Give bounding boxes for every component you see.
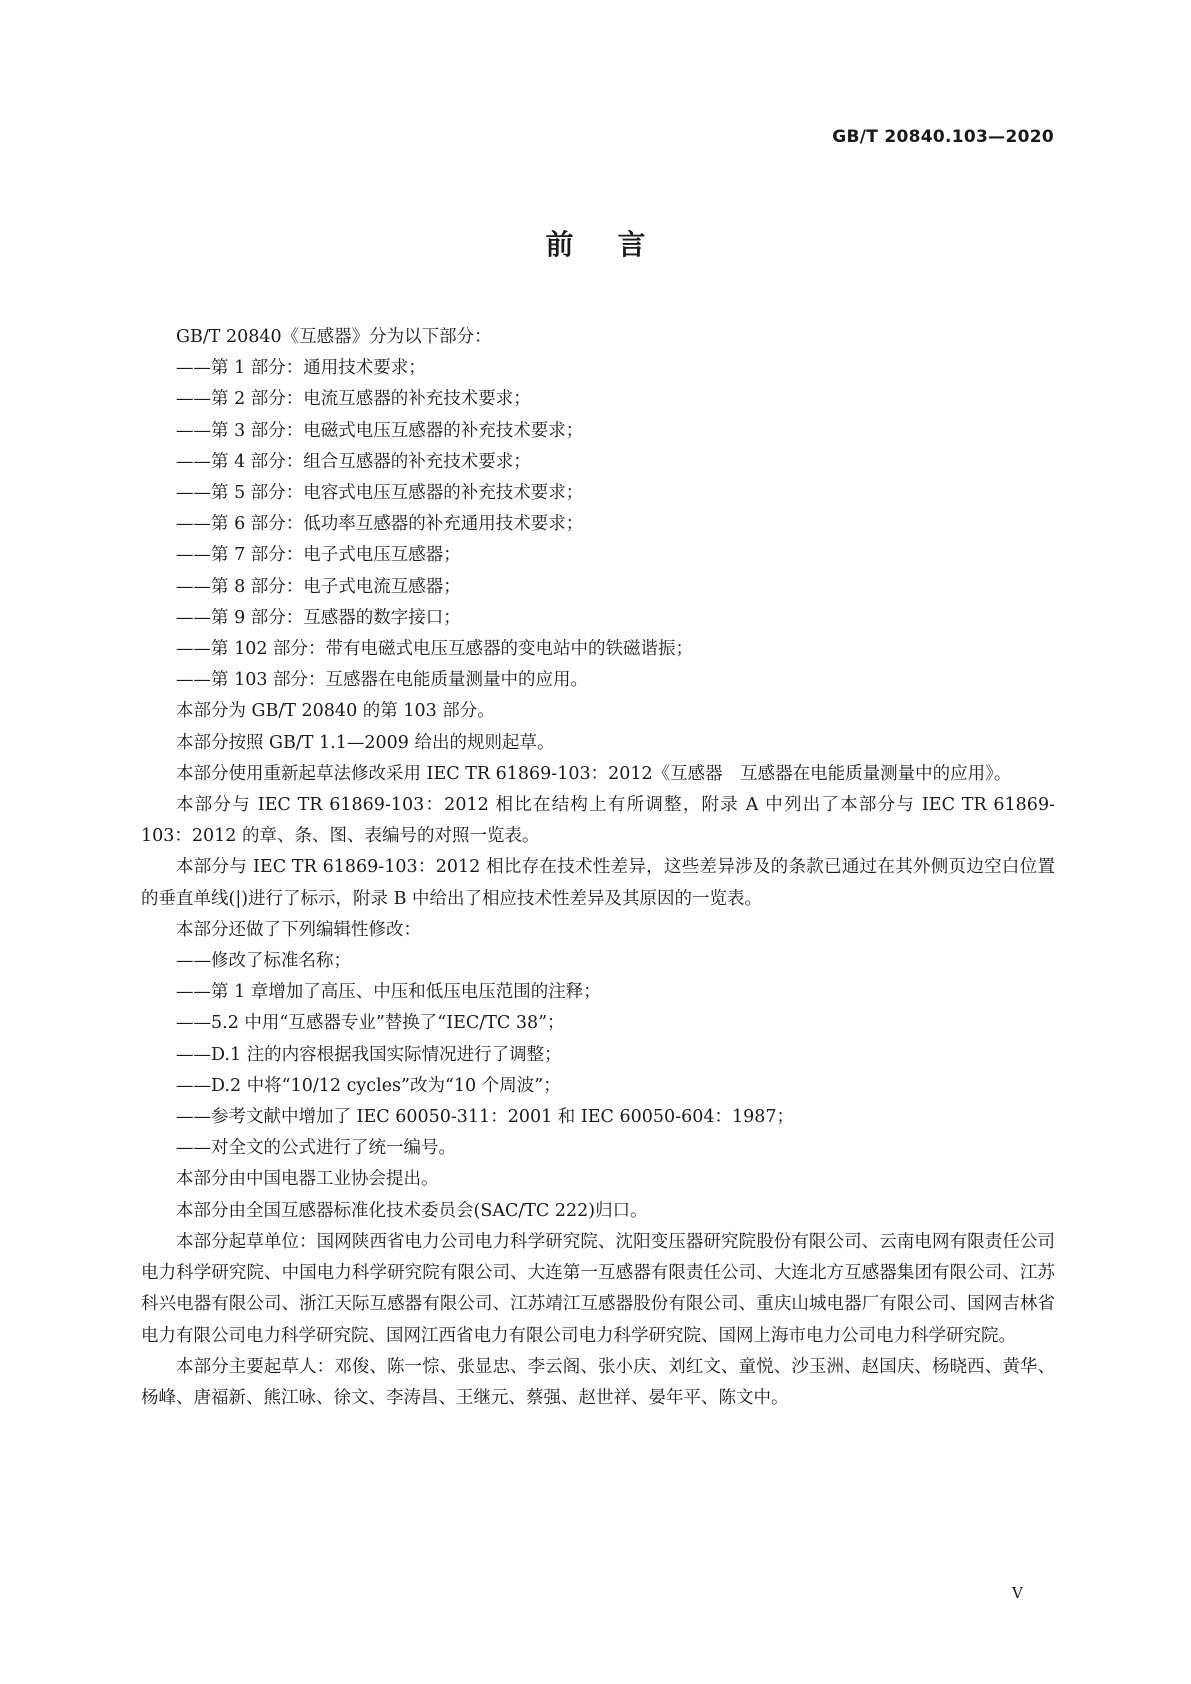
- list-item: ——第 103 部分：互感器在电能质量测量中的应用。: [176, 670, 589, 691]
- paragraph: 本部分由全国互感器标准化技术委员会(SAC/TC 222)归口。: [176, 1200, 648, 1221]
- paragraph: 本部分由中国电器工业协会提出。: [176, 1169, 439, 1190]
- paragraph: 本部分按照 GB/T 1.1—2009 给出的规则起草。: [176, 732, 555, 753]
- paragraph: 本部分主要起草人：邓俊、陈一悰、张显忠、李云阁、张小庆、刘红文、童悦、沙玉洲、赵国庆、杨晓西、黄华、杨峰、唐福新、熊江咏、徐文、李涛昌、王继元、蔡强、赵世祥、晏年平、陈文中。: [141, 1356, 1055, 1408]
- page-title: 前言: [545, 228, 690, 261]
- list-item: ——第 7 部分：电子式电压互感器；: [176, 545, 461, 566]
- list-item: ——5.2 中用“互感器专业”替换了“IEC/TC 38”；: [176, 1013, 565, 1034]
- paragraph: GB/T 20840《互感器》分为以下部分：: [176, 327, 492, 347]
- list-item: ——第 6 部分：低功率互感器的补充通用技术要求；: [176, 514, 584, 535]
- list-item: ——第 9 部分：互感器的数字接口；: [176, 607, 461, 628]
- foreword-body: [141, 322, 1055, 1414]
- list-item: ——第 102 部分：带有电磁式电压互感器的变电站中的铁磁谐振；: [176, 639, 694, 660]
- paragraph: 本部分使用重新起草法修改采用 IEC TR 61869-103：2012《互感器 互感器在电能质量测量中的应用》。: [176, 763, 1012, 784]
- list-item: ——第 1 部分：通用技术要求；: [176, 358, 426, 379]
- paragraph: 本部分与 IEC TR 61869-103：2012 相比在结构上有所调整，附录 A 中列出了本部分与 IEC TR 61869-103：2012 的章、条、图、表编号的对照一览表。: [141, 795, 1055, 847]
- standard-number-header: GB/T 20840.103—2020: [832, 127, 1054, 147]
- list-item: ——第 4 部分：组合互感器的补充技术要求；: [176, 451, 531, 472]
- list-item: ——第 5 部分：电容式电压互感器的补充技术要求；: [176, 483, 584, 504]
- list-item: ——第 2 部分：电流互感器的补充技术要求；: [176, 389, 531, 410]
- list-item: ——第 1 章增加了高压、中压和低压电压范围的注释；: [176, 982, 601, 1003]
- paragraph: 本部分与 IEC TR 61869-103：2012 相比存在技术性差异，这些差异涉及的条款已通过在其外侧页边空白位置的垂直单线(|)进行了标示，附录 B 中给出了相应技术性差异及其原因的一览表。: [141, 857, 1055, 909]
- list-item: ——第 3 部分：电磁式电压互感器的补充技术要求；: [176, 420, 584, 441]
- list-item: ——对全文的公式进行了统一编号。: [176, 1138, 456, 1159]
- paragraph: 本部分起草单位：国网陕西省电力公司电力科学研究院、沈阳变压器研究院股份有限公司、云南电网有限责任公司电力科学研究院、中国电力科学研究院有限公司、大连第一互感器有限责任公司、大连北方互感器集团有限公司、江苏科兴电器有限公司、浙江天际互感器有限公司、江苏靖江互感器股份有限公司、重庆山城电器厂有限公司、国网吉林省电力有限公司电力科学研究院、国网江西省电力有限公司电力科学研究院、国网上海市电力公司电力科学研究院。: [141, 1231, 1055, 1346]
- paragraph: 本部分还做了下列编辑性修改：: [176, 919, 421, 940]
- list-item: ——第 8 部分：电子式电流互感器；: [176, 576, 461, 597]
- paragraph: 本部分为 GB/T 20840 的第 103 部分。: [176, 701, 495, 722]
- list-item: ——参考文献中增加了 IEC 60050-311：2001 和 IEC 60050-604：1987；: [176, 1107, 795, 1128]
- list-item: ——D.1 注的内容根据我国实际情况进行了调整；: [176, 1044, 562, 1065]
- list-item: ——D.2 中将“10/12 cycles”改为“10 个周波”；: [176, 1075, 561, 1096]
- list-item: ——修改了标准名称；: [176, 951, 351, 972]
- page-number: V: [1012, 1584, 1023, 1602]
